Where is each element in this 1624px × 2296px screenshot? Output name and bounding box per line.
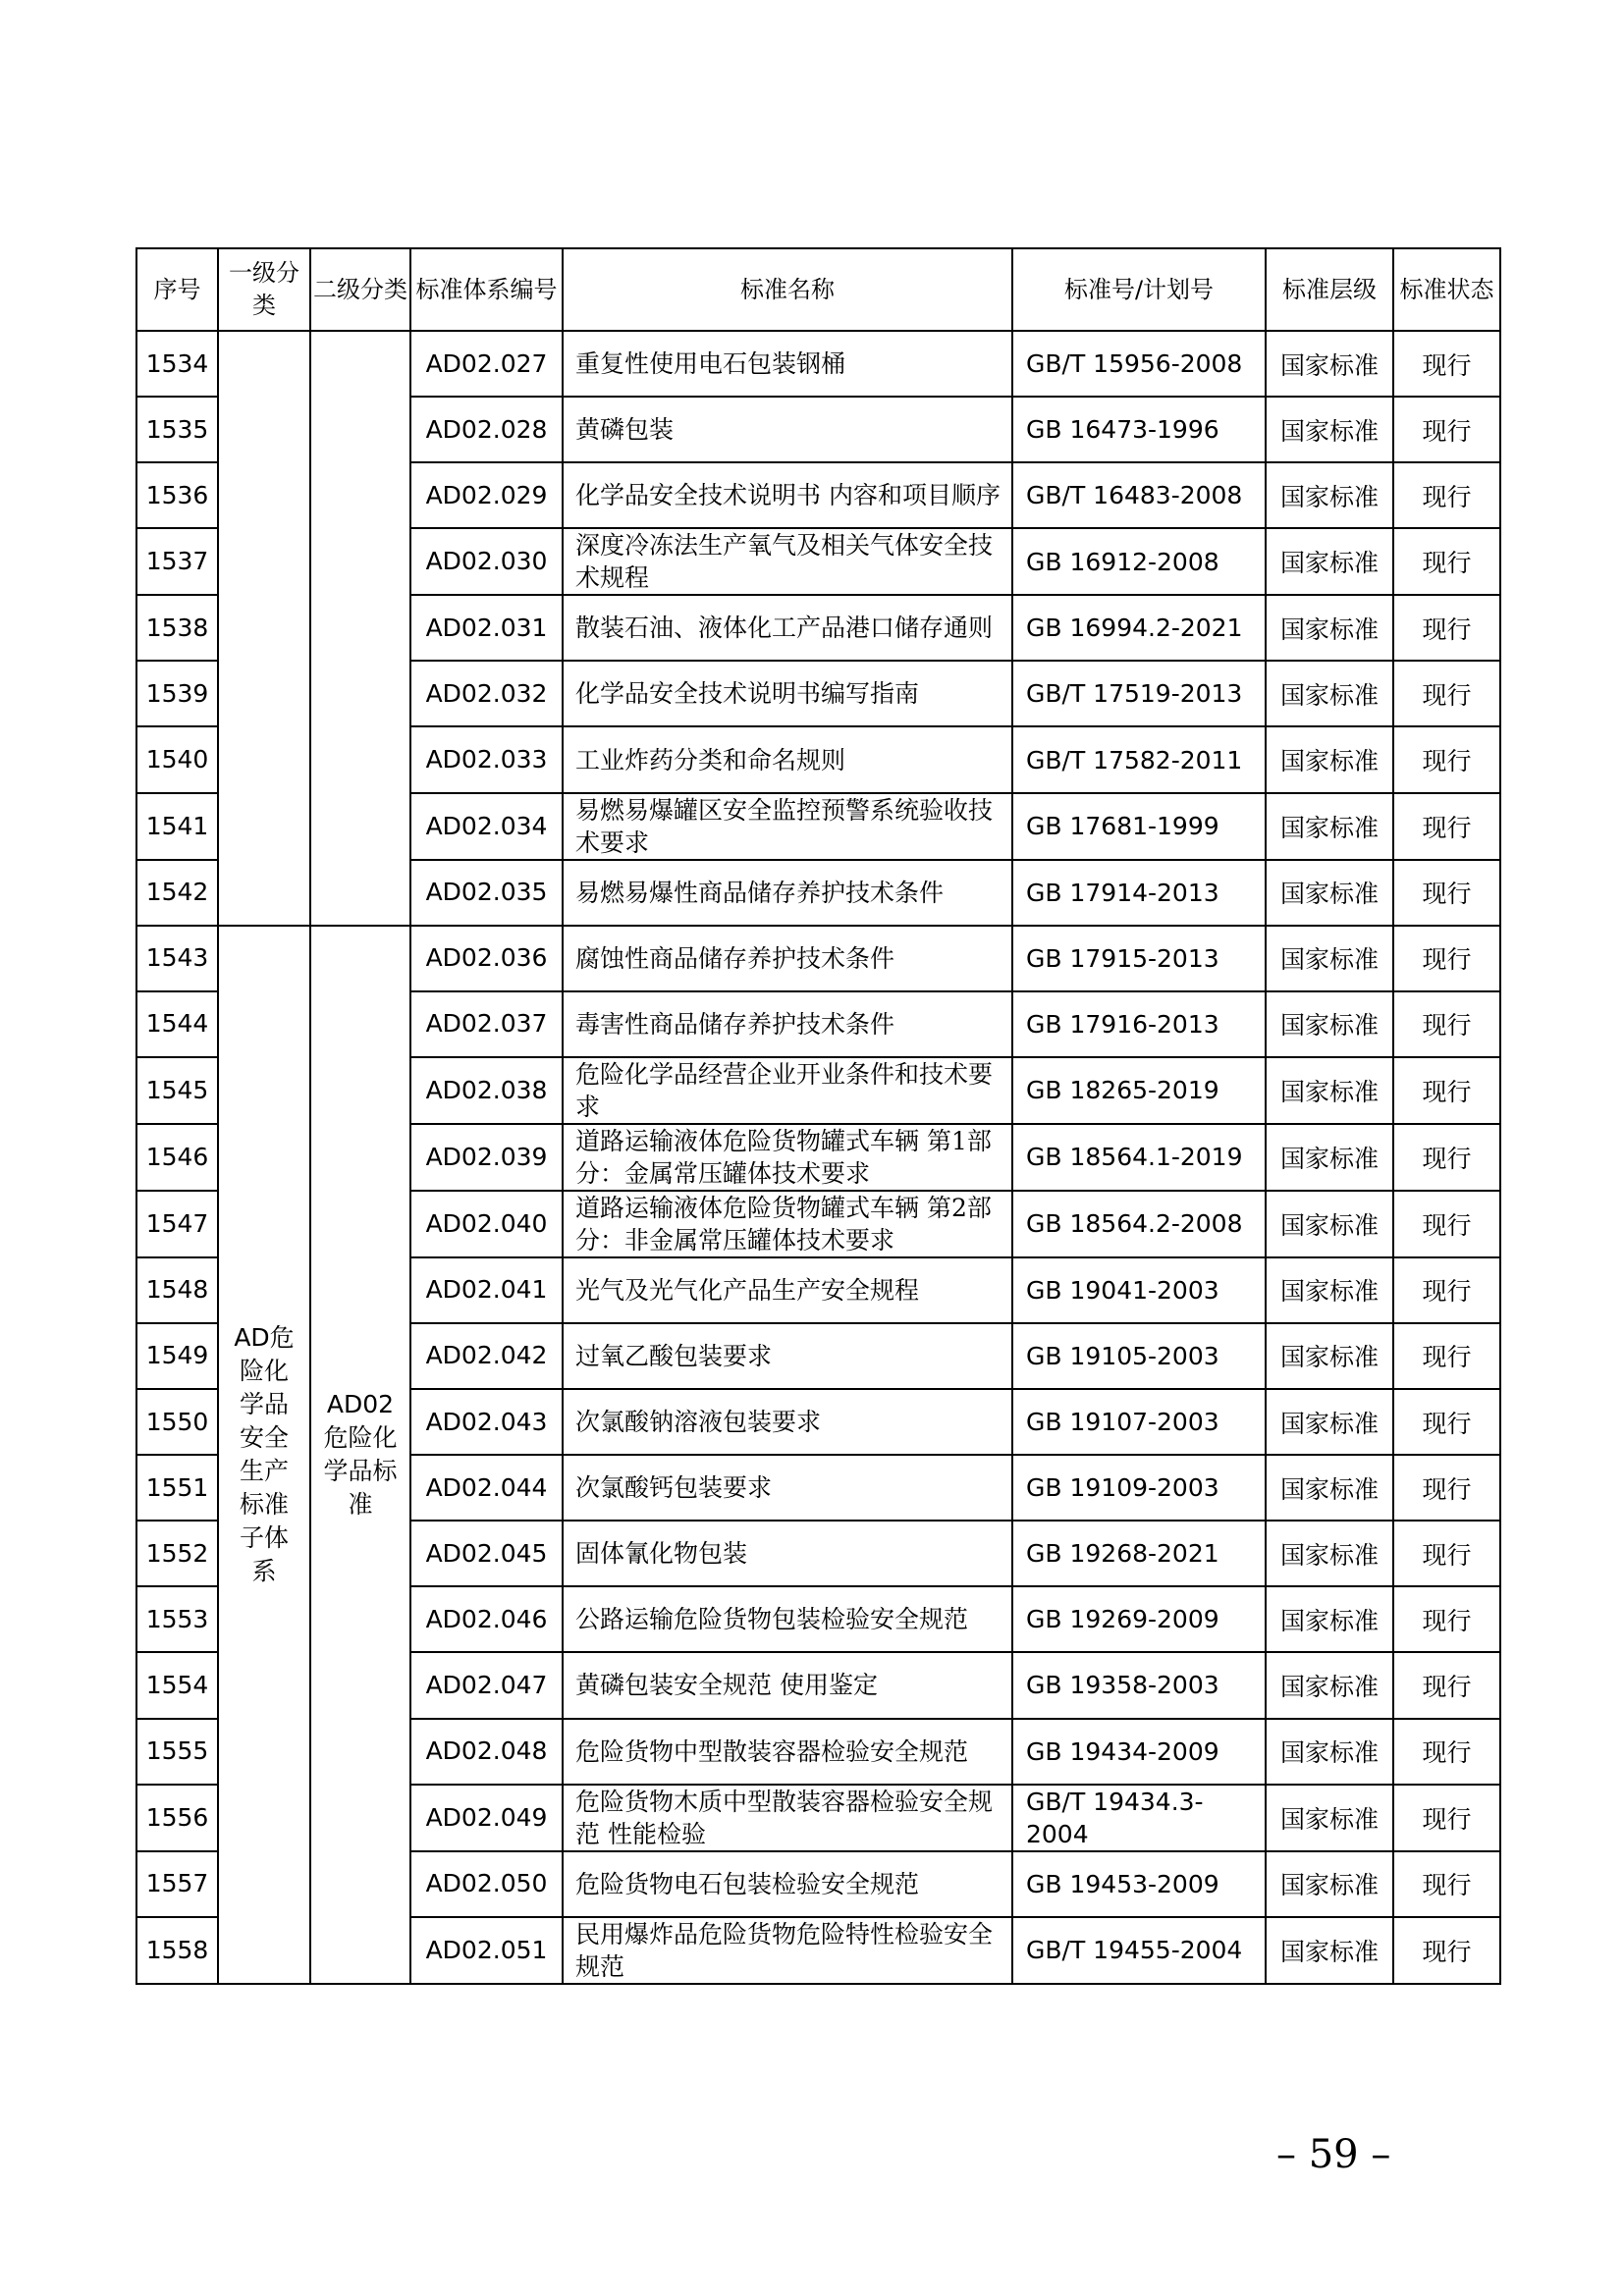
row-name: 光气及光气化产品生产安全规程 xyxy=(563,1257,1012,1323)
row-name: 次氯酸钠溶液包装要求 xyxy=(563,1389,1012,1455)
row-level: 国家标准 xyxy=(1266,860,1393,926)
row-name: 腐蚀性商品储存养护技术条件 xyxy=(563,926,1012,991)
row-seq: 1555 xyxy=(136,1719,218,1785)
category-1-cell: AD危险化学品安全生产标准子体系 xyxy=(218,926,310,1984)
header-code: 标准体系编号 xyxy=(410,248,563,331)
row-level: 国家标准 xyxy=(1266,726,1393,792)
row-status: 现行 xyxy=(1393,462,1500,528)
row-status: 现行 xyxy=(1393,1057,1500,1124)
row-number: GB 19453-2009 xyxy=(1012,1851,1266,1917)
row-name: 过氧乙酸包装要求 xyxy=(563,1323,1012,1389)
row-code: AD02.032 xyxy=(410,661,563,726)
header-seq: 序号 xyxy=(136,248,218,331)
row-name: 重复性使用电石包装钢桶 xyxy=(563,331,1012,397)
row-status: 现行 xyxy=(1393,1917,1500,1984)
row-status: 现行 xyxy=(1393,1719,1500,1785)
row-code: AD02.033 xyxy=(410,726,563,792)
row-number: GB/T 16483-2008 xyxy=(1012,462,1266,528)
row-seq: 1556 xyxy=(136,1785,218,1851)
row-level: 国家标准 xyxy=(1266,926,1393,991)
row-code: AD02.043 xyxy=(410,1389,563,1455)
row-level: 国家标准 xyxy=(1266,1455,1393,1521)
row-seq: 1544 xyxy=(136,991,218,1057)
row-level: 国家标准 xyxy=(1266,397,1393,462)
row-number: GB 19109-2003 xyxy=(1012,1455,1266,1521)
row-status: 现行 xyxy=(1393,1586,1500,1652)
row-name: 危险货物电石包装检验安全规范 xyxy=(563,1851,1012,1917)
row-name: 危险货物中型散装容器检验安全规范 xyxy=(563,1719,1012,1785)
row-name: 公路运输危险货物包装检验安全规范 xyxy=(563,1586,1012,1652)
row-level: 国家标准 xyxy=(1266,331,1393,397)
table-row xyxy=(136,926,1500,991)
row-name: 散装石油、液体化工产品港口储存通则 xyxy=(563,595,1012,661)
row-status: 现行 xyxy=(1393,793,1500,860)
row-number: GB 19041-2003 xyxy=(1012,1257,1266,1323)
row-level: 国家标准 xyxy=(1266,1652,1393,1718)
row-name: 工业炸药分类和命名规则 xyxy=(563,726,1012,792)
row-number: GB 19105-2003 xyxy=(1012,1323,1266,1389)
header-cat2: 二级分类 xyxy=(310,248,410,331)
row-name: 化学品安全技术说明书编写指南 xyxy=(563,661,1012,726)
row-number: GB 19107-2003 xyxy=(1012,1389,1266,1455)
row-code: AD02.028 xyxy=(410,397,563,462)
row-code: AD02.030 xyxy=(410,528,563,595)
row-status: 现行 xyxy=(1393,528,1500,595)
row-number: GB 19434-2009 xyxy=(1012,1719,1266,1785)
row-seq: 1543 xyxy=(136,926,218,991)
table-header-row xyxy=(136,248,1500,331)
row-seq: 1551 xyxy=(136,1455,218,1521)
row-code: AD02.034 xyxy=(410,793,563,860)
row-seq: 1553 xyxy=(136,1586,218,1652)
header-cat1: 一级分类 xyxy=(218,248,310,331)
row-seq: 1540 xyxy=(136,726,218,792)
row-status: 现行 xyxy=(1393,1191,1500,1257)
row-number: GB/T 15956-2008 xyxy=(1012,331,1266,397)
row-name: 易燃易爆罐区安全监控预警系统验收技术要求 xyxy=(563,793,1012,860)
row-level: 国家标准 xyxy=(1266,793,1393,860)
row-code: AD02.048 xyxy=(410,1719,563,1785)
row-seq: 1550 xyxy=(136,1389,218,1455)
row-status: 现行 xyxy=(1393,331,1500,397)
header-status: 标准状态 xyxy=(1393,248,1500,331)
row-level: 国家标准 xyxy=(1266,1124,1393,1191)
row-number: GB 17914-2013 xyxy=(1012,860,1266,926)
row-level: 国家标准 xyxy=(1266,528,1393,595)
category-1-cell xyxy=(218,331,310,926)
row-seq: 1547 xyxy=(136,1191,218,1257)
row-seq: 1545 xyxy=(136,1057,218,1124)
row-seq: 1549 xyxy=(136,1323,218,1389)
row-code: AD02.027 xyxy=(410,331,563,397)
row-number: GB 16473-1996 xyxy=(1012,397,1266,462)
row-number: GB 17916-2013 xyxy=(1012,991,1266,1057)
row-number: GB 18564.2-2008 xyxy=(1012,1191,1266,1257)
row-name: 化学品安全技术说明书 内容和项目顺序 xyxy=(563,462,1012,528)
row-number: GB 19269-2009 xyxy=(1012,1586,1266,1652)
row-status: 现行 xyxy=(1393,926,1500,991)
row-number: GB 16912-2008 xyxy=(1012,528,1266,595)
row-code: AD02.029 xyxy=(410,462,563,528)
row-seq: 1539 xyxy=(136,661,218,726)
table-body xyxy=(136,331,1500,1984)
row-status: 现行 xyxy=(1393,1389,1500,1455)
row-name: 民用爆炸品危险货物危险特性检验安全规范 xyxy=(563,1917,1012,1984)
row-status: 现行 xyxy=(1393,595,1500,661)
row-code: AD02.046 xyxy=(410,1586,563,1652)
header-number: 标准号/计划号 xyxy=(1012,248,1266,331)
row-number: GB 17681-1999 xyxy=(1012,793,1266,860)
row-code: AD02.038 xyxy=(410,1057,563,1124)
row-seq: 1534 xyxy=(136,331,218,397)
row-level: 国家标准 xyxy=(1266,1521,1393,1586)
row-status: 现行 xyxy=(1393,726,1500,792)
row-number: GB/T 17519-2013 xyxy=(1012,661,1266,726)
row-seq: 1536 xyxy=(136,462,218,528)
row-level: 国家标准 xyxy=(1266,1719,1393,1785)
row-name: 道路运输液体危险货物罐式车辆 第1部分：金属常压罐体技术要求 xyxy=(563,1124,1012,1191)
row-code: AD02.047 xyxy=(410,1652,563,1718)
header-name: 标准名称 xyxy=(563,248,1012,331)
row-name: 道路运输液体危险货物罐式车辆 第2部分：非金属常压罐体技术要求 xyxy=(563,1191,1012,1257)
row-level: 国家标准 xyxy=(1266,595,1393,661)
row-code: AD02.050 xyxy=(410,1851,563,1917)
row-status: 现行 xyxy=(1393,1652,1500,1718)
standards-table xyxy=(135,247,1501,1985)
category-2-cell xyxy=(310,331,410,926)
row-status: 现行 xyxy=(1393,991,1500,1057)
row-number: GB 19268-2021 xyxy=(1012,1521,1266,1586)
row-number: GB/T 19455-2004 xyxy=(1012,1917,1266,1984)
row-seq: 1558 xyxy=(136,1917,218,1984)
row-status: 现行 xyxy=(1393,1323,1500,1389)
row-number: GB 18265-2019 xyxy=(1012,1057,1266,1124)
row-code: AD02.045 xyxy=(410,1521,563,1586)
row-code: AD02.051 xyxy=(410,1917,563,1984)
row-status: 现行 xyxy=(1393,1521,1500,1586)
row-status: 现行 xyxy=(1393,1124,1500,1191)
row-code: AD02.039 xyxy=(410,1124,563,1191)
row-level: 国家标准 xyxy=(1266,1586,1393,1652)
row-seq: 1546 xyxy=(136,1124,218,1191)
row-code: AD02.035 xyxy=(410,860,563,926)
row-code: AD02.031 xyxy=(410,595,563,661)
row-code: AD02.044 xyxy=(410,1455,563,1521)
row-name: 毒害性商品储存养护技术条件 xyxy=(563,991,1012,1057)
row-level: 国家标准 xyxy=(1266,1191,1393,1257)
row-level: 国家标准 xyxy=(1266,1257,1393,1323)
row-number: GB 17915-2013 xyxy=(1012,926,1266,991)
row-number: GB/T 19434.3-2004 xyxy=(1012,1785,1266,1851)
row-name: 黄磷包装安全规范 使用鉴定 xyxy=(563,1652,1012,1718)
row-seq: 1554 xyxy=(136,1652,218,1718)
row-status: 现行 xyxy=(1393,860,1500,926)
row-code: AD02.040 xyxy=(410,1191,563,1257)
page-number: – 59 – xyxy=(1276,2132,1391,2177)
category-2-cell: AD02危险化学品标准 xyxy=(310,926,410,1984)
row-code: AD02.041 xyxy=(410,1257,563,1323)
row-seq: 1537 xyxy=(136,528,218,595)
row-status: 现行 xyxy=(1393,661,1500,726)
row-level: 国家标准 xyxy=(1266,991,1393,1057)
row-code: AD02.042 xyxy=(410,1323,563,1389)
row-level: 国家标准 xyxy=(1266,1851,1393,1917)
row-seq: 1535 xyxy=(136,397,218,462)
row-name: 次氯酸钙包装要求 xyxy=(563,1455,1012,1521)
row-name: 危险货物木质中型散装容器检验安全规范 性能检验 xyxy=(563,1785,1012,1851)
row-seq: 1548 xyxy=(136,1257,218,1323)
row-seq: 1557 xyxy=(136,1851,218,1917)
row-seq: 1538 xyxy=(136,595,218,661)
row-status: 现行 xyxy=(1393,1455,1500,1521)
row-status: 现行 xyxy=(1393,397,1500,462)
row-level: 国家标准 xyxy=(1266,1917,1393,1984)
row-level: 国家标准 xyxy=(1266,1785,1393,1851)
row-code: AD02.037 xyxy=(410,991,563,1057)
header-level: 标准层级 xyxy=(1266,248,1393,331)
row-name: 固体氰化物包装 xyxy=(563,1521,1012,1586)
row-name: 易燃易爆性商品储存养护技术条件 xyxy=(563,860,1012,926)
row-code: AD02.049 xyxy=(410,1785,563,1851)
row-level: 国家标准 xyxy=(1266,661,1393,726)
table-row xyxy=(136,331,1500,397)
row-number: GB/T 17582-2011 xyxy=(1012,726,1266,792)
row-number: GB 19358-2003 xyxy=(1012,1652,1266,1718)
row-number: GB 18564.1-2019 xyxy=(1012,1124,1266,1191)
row-status: 现行 xyxy=(1393,1257,1500,1323)
row-level: 国家标准 xyxy=(1266,1389,1393,1455)
row-level: 国家标准 xyxy=(1266,462,1393,528)
row-name: 黄磷包装 xyxy=(563,397,1012,462)
row-seq: 1542 xyxy=(136,860,218,926)
row-name: 深度冷冻法生产氧气及相关气体安全技术规程 xyxy=(563,528,1012,595)
row-level: 国家标准 xyxy=(1266,1323,1393,1389)
row-level: 国家标准 xyxy=(1266,1057,1393,1124)
row-seq: 1541 xyxy=(136,793,218,860)
row-seq: 1552 xyxy=(136,1521,218,1586)
row-code: AD02.036 xyxy=(410,926,563,991)
row-number: GB 16994.2-2021 xyxy=(1012,595,1266,661)
row-name: 危险化学品经营企业开业条件和技术要求 xyxy=(563,1057,1012,1124)
row-status: 现行 xyxy=(1393,1851,1500,1917)
row-status: 现行 xyxy=(1393,1785,1500,1851)
